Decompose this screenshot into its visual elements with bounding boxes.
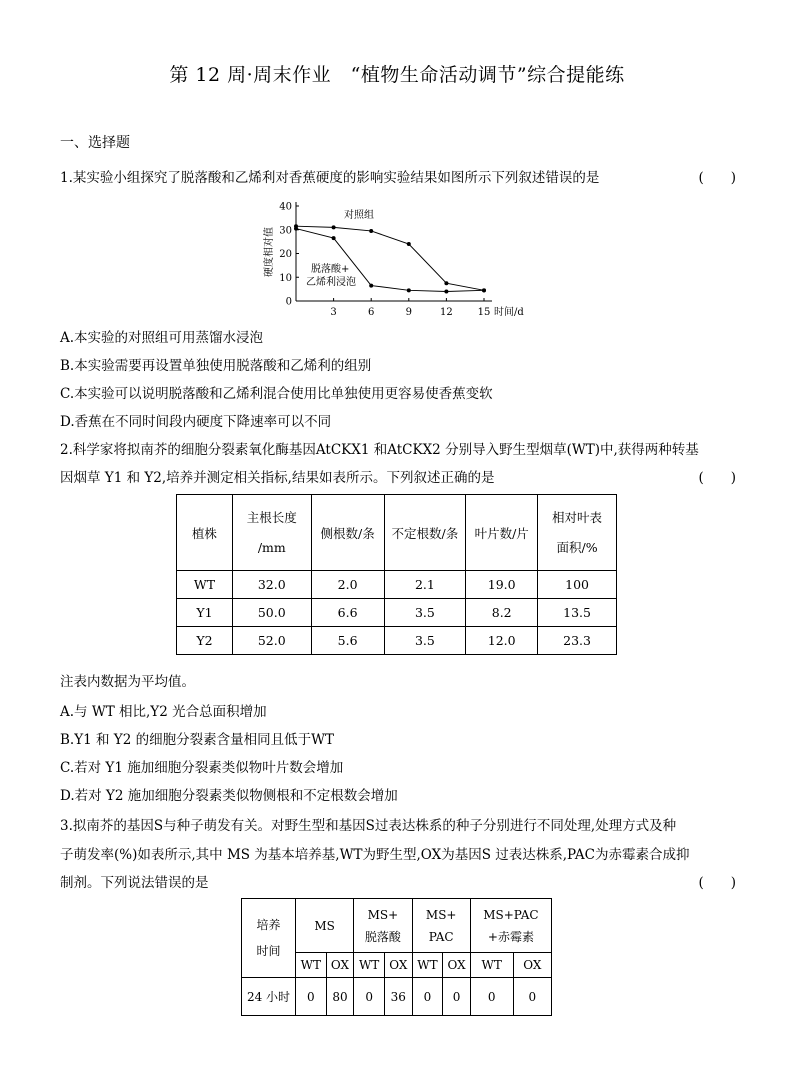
x-tick-label: 12 — [440, 307, 453, 318]
q2-option-b: B.Y1 和 Y2 的细胞分裂素含量相同且低于WT — [60, 732, 334, 748]
data-point — [444, 281, 448, 285]
q2-stem-line-1: 2.科学家将拟南芥的细胞分裂素氧化酶基因AtCKX1 和AtCKX2 分别导入野生型烟草(WT)中,获得两种转基 — [60, 442, 699, 458]
q3-answer-paren: ( ) — [698, 875, 736, 891]
q2-option-a: A.与 WT 相比,Y2 光合总面积增加 — [60, 704, 267, 720]
data-point — [444, 290, 448, 294]
q3-group-ms: MS — [296, 899, 354, 953]
page-title: 第 12 周·周末作业 “植物生命活动调节”综合提能练 — [169, 64, 625, 86]
data-point — [332, 225, 336, 229]
q3-group-pac-ga: MS+PAC +赤霉素 — [470, 899, 551, 953]
x-tick-label: 3 — [330, 307, 337, 318]
table-row: Y2 52.0 5.6 3.5 12.0 23.3 — [177, 627, 617, 655]
q2-note: 注表内数据为平均值。 — [60, 674, 195, 690]
table-row: Y1 50.0 6.6 3.5 8.2 13.5 — [177, 599, 617, 627]
x-tick-label: 15 — [477, 307, 491, 318]
table-row: WT 32.0 2.0 2.1 19.0 100 — [177, 571, 617, 599]
q3-stem-line-3: 制剂。下列说法错误的是 — [60, 875, 209, 891]
q1-answer-paren: ( ) — [698, 170, 736, 186]
hardness-chart — [262, 196, 537, 320]
q2-header-root-length: 主根长度 /mm — [232, 495, 311, 571]
q2-header-lateral-roots: 侧根数/条 — [311, 495, 384, 571]
q3-header-time: 培养 时间 — [242, 899, 296, 978]
x-axis-label: 时间/d — [494, 307, 524, 318]
data-point — [407, 242, 411, 246]
y-tick-label: 0 — [285, 296, 292, 308]
q2-stem-line-2: 因烟草 Y1 和 Y2,培养并测定相关指标,结果如表所示。下列叙述正确的是 — [60, 470, 495, 486]
x-tick-label: 6 — [368, 307, 375, 318]
data-point — [369, 229, 373, 233]
y-axis-label: 硬度相对值 — [264, 227, 275, 277]
y-tick-label: 10 — [279, 272, 292, 284]
q1-stem: 1.某实验小组探究了脱落酸和乙烯利对香蕉硬度的影响实验结果如图所示下列叙述错误的是 — [60, 170, 600, 186]
q2-header-leaf-count: 叶片数/片 — [466, 495, 538, 571]
data-point — [332, 236, 336, 240]
q3-stem-line-1: 3.拟南芥的基因S与种子萌发有关。对野生型和基因S过表达株系的种子分别进行不同处理,处理方式及种 — [60, 818, 677, 834]
x-tick-label: 9 — [405, 307, 412, 318]
y-tick-label: 40 — [279, 201, 292, 213]
q3-group-pac: MS+ PAC — [412, 899, 470, 953]
q2-header-leaf-area: 相对叶表 面积/% — [538, 495, 617, 571]
table-row: WT OX WT OX WT OX WT OX — [242, 953, 552, 978]
q3-stem-line-2: 子萌发率(%)如表所示,其中 MS 为基本培养基,WT为野生型,OX为基因S 过表达株系,PAC为赤霉素合成抑 — [60, 847, 690, 863]
q2-answer-paren: ( ) — [698, 470, 736, 486]
data-point — [369, 284, 373, 288]
q1-option-a: A.本实验的对照组可用蒸馏水浸泡 — [60, 330, 264, 346]
q1-option-d: D.香蕉在不同时间段内硬度下降速率可以不同 — [60, 414, 332, 430]
q2-header-plant: 植株 — [177, 495, 233, 571]
series-label-treatment-line-1: 脱落酸+ — [311, 264, 350, 275]
y-tick-label: 20 — [279, 249, 292, 260]
q3-group-aba: MS+ 脱落酸 — [354, 899, 412, 953]
data-point — [294, 227, 298, 231]
q1-option-b: B.本实验需要再设置单独使用脱落酸和乙烯利的组别 — [60, 358, 372, 374]
section-heading: 一、选择题 — [60, 135, 130, 151]
y-tick-label: 30 — [279, 225, 292, 237]
q2-option-c: C.若对 Y1 施加细胞分裂素类似物叶片数会增加 — [60, 760, 344, 776]
series-label-treatment-line-2: 乙烯利浸泡 — [306, 277, 356, 288]
series-label-control: 对照组 — [344, 210, 374, 221]
q2-table — [176, 494, 617, 655]
q1-option-c: C.本实验可以说明脱落酸和乙烯利混合使用比单独使用更容易使香蕉变软 — [60, 386, 493, 402]
q2-header-adventitious-roots: 不定根数/条 — [384, 495, 466, 571]
data-point — [482, 288, 486, 292]
table-row: 24 小时 0 80 0 36 0 0 0 0 — [242, 978, 552, 1016]
data-point — [407, 288, 411, 292]
q3-table — [241, 898, 552, 1016]
q2-option-d: D.若对 Y2 施加细胞分裂素类似物侧根和不定根数会增加 — [60, 788, 398, 804]
